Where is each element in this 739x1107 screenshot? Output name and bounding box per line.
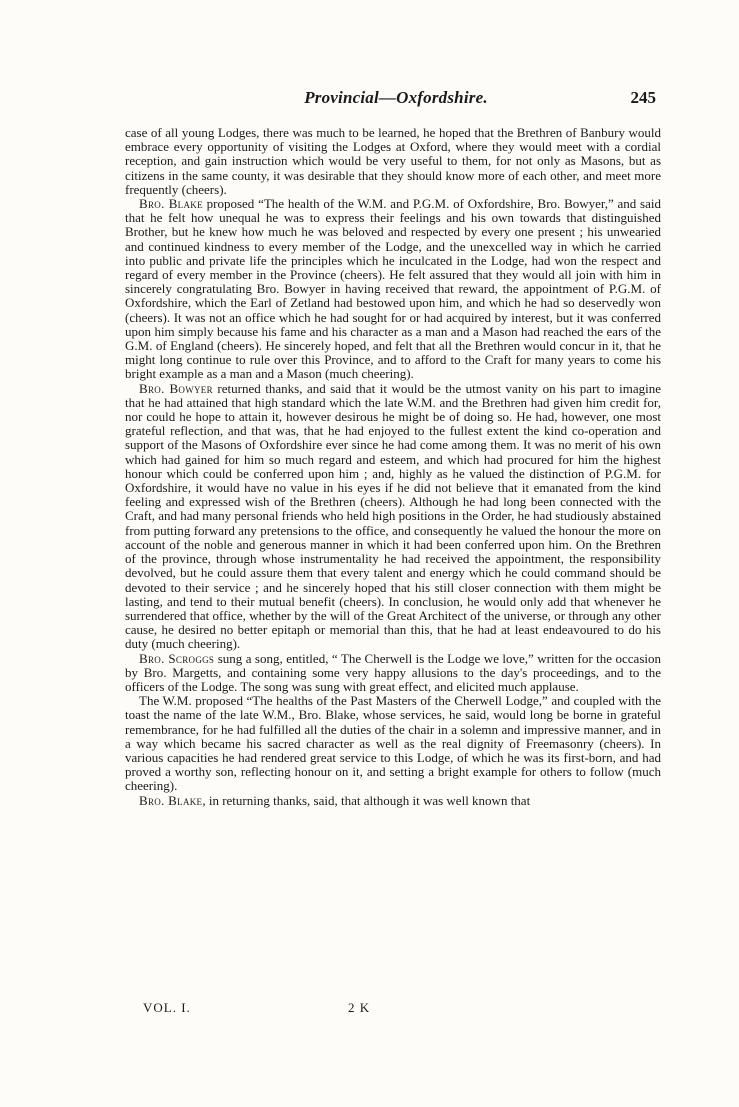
speaker-name: Bro. Blake	[139, 792, 203, 808]
page-footer	[143, 1000, 543, 1018]
body-text	[125, 126, 661, 808]
paragraph-text: sung a song, entitled, “ The Cherwell is the Lodge we love,” written for the occasion by Bro. Margetts, and containing some very happy allusions to the day's proceedings, and to the officers of the Lodge. The song was sung with great effect, and elicited much applause.	[125, 650, 661, 694]
paragraph	[125, 652, 661, 695]
paragraph	[125, 382, 661, 652]
paragraph-text: case of all young Lodges, there was much to be learned, he hoped that the Brethren of Banbury would embrace every opportunity of visiting the Lodges at Oxford, where they would meet with a cordial reception, and gain instruction which would be very useful to them, for not only as Masons, but as citizens in the same county, it was desirable that they should know more of each other, and meet more frequently (cheers).	[125, 125, 661, 197]
signature-mark: 2 K	[348, 1000, 371, 1015]
paragraph	[125, 126, 661, 197]
speaker-name: Bro. Blake	[139, 196, 203, 212]
paragraph	[125, 197, 661, 382]
speaker-name: Bro. Bowyer	[139, 380, 213, 396]
volume-label: VOL. I.	[143, 1000, 191, 1015]
paragraph-text: , in returning thanks, said, that although it was well known that	[202, 792, 531, 808]
paragraph-text: The W.M. proposed “The healths of the Past Masters of the Cherwell Lodge,” and coupled with the toast the name of the late W.M., Bro. Blake, whose services, he said, would long be borne in grateful remembrance, for he had fulfilled all the duties of the chair in a solemn and impressive manner, and in a way which became his sacred character as well as the real dignity of Freemasonry (cheers). In various capacities he had rendered great service to this Lodge, of which he was its first-born, and had proved a worthy son, reflecting honour on it, and setting a bright example for others to follow (much cheering).	[125, 693, 661, 794]
paragraph	[125, 694, 661, 793]
paragraph-text: returned thanks, and said that it would be the utmost vanity on his part to imagine that he had attained that high standard which the late W.M. and the Brethren had given him credit for, nor could he hope to attain it, however desirous he might be of doing so. He had, however, one most grateful reflection, and that was, that he had enjoyed to the fullest extent the kind co-operation and support of the Masons of Oxfordshire ever since he had come among them. It was no merit of his own which had gained for him so much regard and esteem, and which had procured for him the highest honour which could be conferred upon him ; and, highly as he valued the distinction of P.G.M. for Oxfordshire, it would have no value in his eyes if he did not believe that it emanated from the kind feeling and expressed wish of the Brethren (cheers). Although he had long been connected with the Craft, and had many personal friends who held high positions in the Order, he had studiously abstained from putting forward any pretensions to the office, and consequently he valued the honour the more on account of the noble and generous manner in which it had been conferred upon him. On the Brethren of the province, through whose instrumentality he had received the appointment, the responsibility devolved, but he could assure them that every talent and energy which he could command should be devoted to their service ; and he sincerely hoped that his still closer connection with them might be lasting, and tend to their mutual benefit (cheers). In conclusion, he would only add that whenever he surrendered that office, whether by the will of the Great Architect of the universe, or through any other cause, he desired no better epitaph or memorial than this, that he had at least endeavoured to do his duty (much cheering).	[125, 380, 661, 652]
page-header	[128, 88, 664, 112]
paragraph-text: proposed “The health of the W.M. and P.G.M. of Oxfordshire, Bro. Bowyer,” and said that he felt how unequal he was to express their feelings and his own towards that distinguished Brother, but he knew how much he was beloved and respected by every one present ; his unwearied and continued kindness to every member of the Lodge, and the unexcelled way in which he carried into public and private life the principles which he inculcated in the Lodge, had won the respect and regard of every member in the Province (cheers). He felt assured that they would all join with him in sincerely congratulating Bro. Bowyer in having received that reward, the appointment of P.G.M. of Oxfordshire, which the Earl of Zetland had bestowed upon him, and which he had so deservedly won (cheers). It was not an office which he had sought for or had acquired by interest, but it was conferred upon him simply because his fame and his character as a man and a Mason had reached the ears of the G.M. of England (cheers). He sincerely hoped, and felt that all the Brethren would concur in it, that he might long continue to rule over this Province, and to afford to the Craft for many years to come his bright example as a man and a Mason (much cheering).	[125, 196, 661, 382]
running-title: Provincial—Oxfordshire.	[304, 88, 488, 107]
page-number: 245	[630, 88, 656, 107]
speaker-name: Bro. Scroggs	[139, 650, 215, 666]
paragraph	[125, 794, 661, 808]
